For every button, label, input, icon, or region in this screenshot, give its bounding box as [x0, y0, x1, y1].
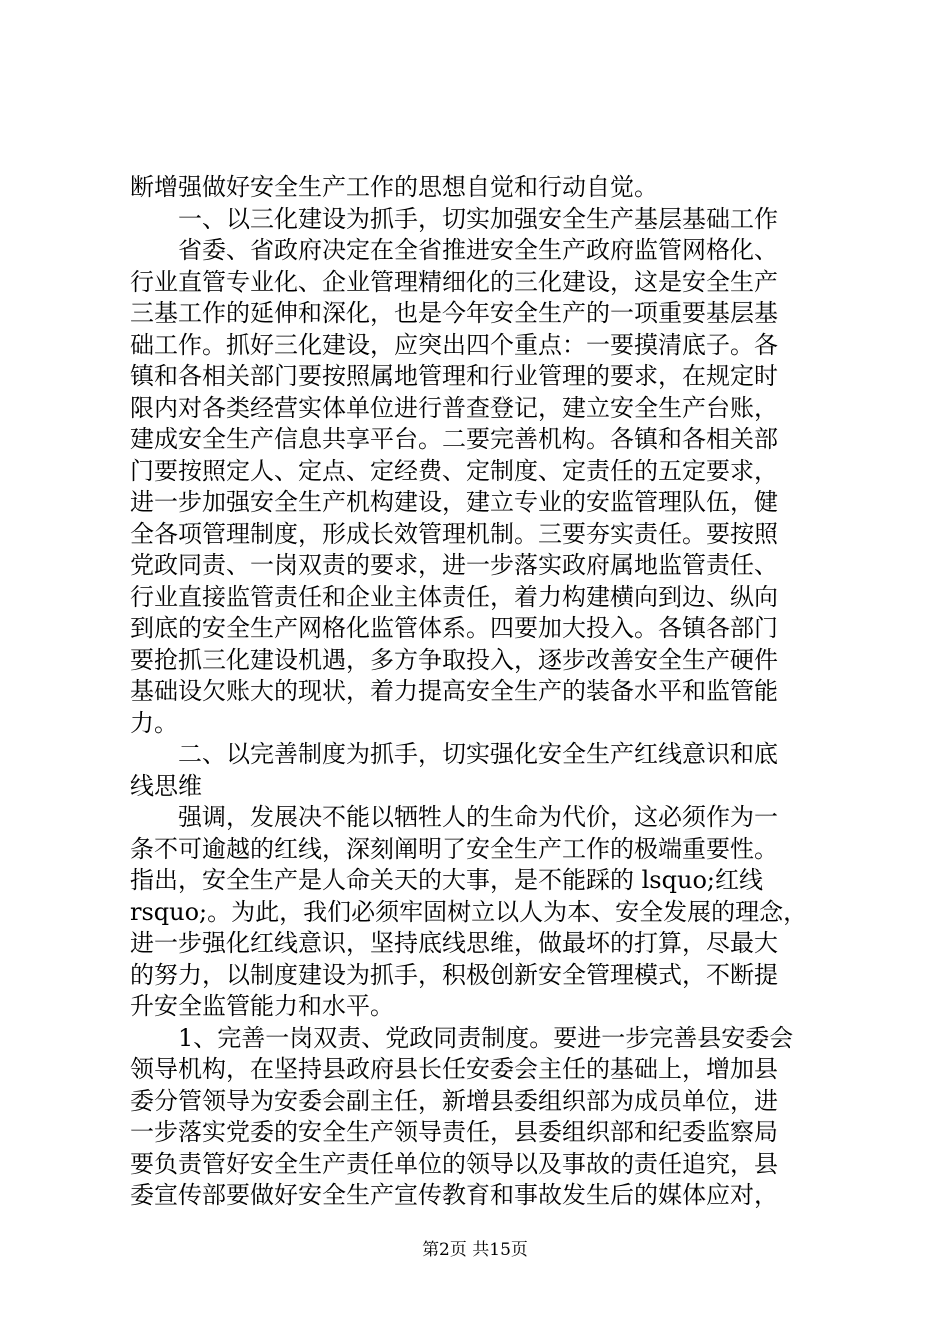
text-line: 委分管领导为安委会副主任，新增县委组织部为成员单位，进	[130, 1086, 778, 1115]
text-line: 条不可逾越的红线，深刻阐明了安全生产工作的极端重要性。	[130, 834, 778, 863]
text-line: 的努力，以制度建设为抓手，积极创新安全管理模式，不断提	[130, 960, 778, 989]
text-line: 断增强做好安全生产工作的思想自觉和行动自觉。	[130, 173, 658, 201]
text-line: 一、以三化建设为抓手，切实加强安全生产基层基础工作	[178, 204, 778, 233]
text-line: 省委、省政府决定在全省推进安全生产政府监管网格化、	[178, 236, 778, 264]
text-line: 力。	[130, 708, 178, 737]
text-line: 指出，安全生产是人命关天的大事，是不能踩的 lsquo;红线	[130, 866, 763, 894]
text-line: 基础设欠账大的现状，着力提高安全生产的装备水平和监管能	[130, 677, 778, 705]
text-line: 门要按照定人、定点、定经费、定制度、定责任的五定要求，	[130, 456, 778, 485]
text-line: 线思维	[130, 771, 202, 800]
text-line: 二、以完善制度为抓手，切实强化安全生产红线意识和底	[178, 740, 778, 768]
text-line: 一步落实党委的安全生产领导责任，县委组织部和纪委监察局	[130, 1118, 778, 1146]
text-line: 1、完善一岗双责、党政同责制度。要进一步完善县安委会	[178, 1023, 794, 1052]
text-line: 进一步加强安全生产机构建设，建立专业的安监管理队伍，健	[130, 488, 778, 516]
page-number-label: 第2页 共15页	[422, 1240, 528, 1260]
text-line: 升安全监管能力和水平。	[130, 992, 394, 1020]
document-body	[130, 172, 830, 1212]
text-line: 三基工作的延伸和深化，也是今年安全生产的一项重要基层基	[130, 299, 778, 327]
text-line: 进一步强化红线意识，坚持底线思维，做最坏的打算，尽最大	[130, 929, 778, 957]
text-line: 党政同责、一岗双责的要求，进一步落实政府属地监管责任、	[130, 551, 778, 579]
text-line: 强调，发展决不能以牺牲人的生命为代价，这必须作为一	[178, 803, 778, 831]
text-line: 础工作。抓好三化建设，应突出四个重点：一要摸清底子。各	[130, 330, 778, 359]
text-line: 要抢抓三化建设机遇，多方争取投入，逐步改善安全生产硬件	[130, 645, 778, 674]
text-line: 限内对各类经营实体单位进行普查登记，建立安全生产台账，	[130, 393, 778, 422]
text-line: 镇和各相关部门要按照属地管理和行业管理的要求，在规定时	[130, 362, 778, 390]
text-line: 行业直管专业化、企业管理精细化的三化建设，这是安全生产	[130, 267, 778, 296]
text-line: rsquo;。为此，我们必须牢固树立以人为本、安全发展的理念，	[130, 897, 808, 926]
text-line: 全各项管理制度，形成长效管理机制。三要夯实责任。要按照	[130, 519, 778, 548]
page-footer	[0, 1239, 950, 1261]
text-line: 委宣传部要做好安全生产宣传教育和事故发生后的媒体应对，	[130, 1181, 778, 1209]
text-line: 领导机构，在坚持县政府县长任安委会主任的基础上，增加县	[130, 1055, 778, 1083]
text-line: 到底的安全生产网格化监管体系。四要加大投入。各镇各部门	[130, 614, 778, 642]
text-line: 建成安全生产信息共享平台。二要完善机构。各镇和各相关部	[130, 425, 778, 453]
text-line: 行业直接监管责任和企业主体责任，着力构建横向到边、纵向	[130, 582, 778, 611]
text-line: 要负责管好安全生产责任单位的领导以及事故的责任追究，县	[130, 1149, 778, 1178]
